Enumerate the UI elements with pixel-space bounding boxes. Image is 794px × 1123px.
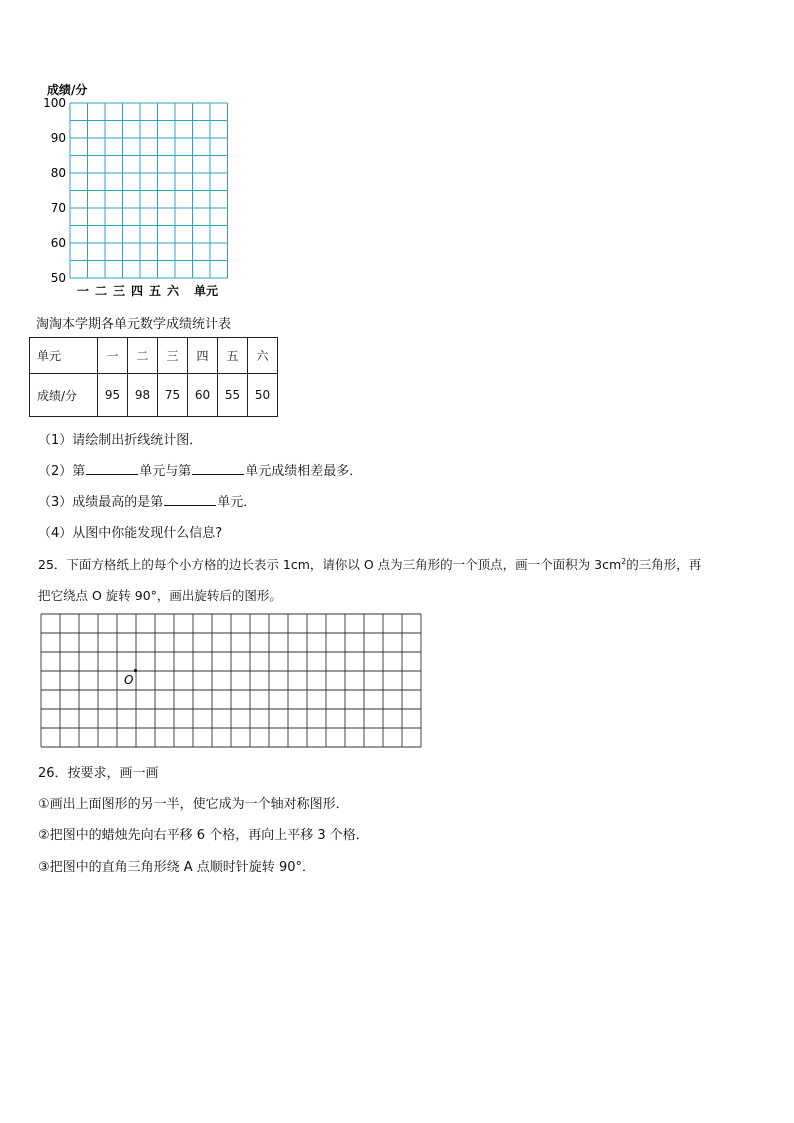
q25-text: 的三角形，再 <box>626 557 702 572</box>
superscript: 2 <box>621 556 627 566</box>
table-caption: 淘淘本学期各单元数学成绩统计表 <box>36 317 232 332</box>
chart-grid <box>70 103 228 278</box>
x-tick-labels <box>77 283 180 298</box>
x-tick-label: 五 <box>148 284 162 298</box>
table-row <box>30 338 278 374</box>
x-axis-label: 单元 <box>194 284 219 298</box>
q24-part3 <box>38 491 256 510</box>
q24-part3-text: （3）成绩最高的是第 <box>38 495 164 510</box>
line-chart <box>40 78 230 300</box>
q25-text-line2: 把它绕点 O 旋转 90°，画出旋转后的图形。 <box>38 588 282 603</box>
x-tick-label: 三 <box>112 284 126 298</box>
table-row <box>30 374 278 417</box>
unit-cell: 四 <box>188 338 218 374</box>
q24-part2-text: 单元成绩相差最多． <box>245 464 363 479</box>
y-tick-label: 90 <box>50 131 66 145</box>
y-tick-label: 50 <box>50 271 66 285</box>
grid-lines <box>41 614 421 747</box>
q25-text-line1 <box>38 555 701 573</box>
q26-item1: ①画出上面图形的另一半，使它成为一个轴对称图形． <box>38 797 349 812</box>
q24-part1: （1）请绘制出折线统计图． <box>38 433 203 448</box>
score-cell: 55 <box>218 374 248 417</box>
square-grid <box>40 613 422 749</box>
score-cell: 50 <box>248 374 278 417</box>
x-tick-label: 二 <box>94 284 108 298</box>
answer-blank[interactable] <box>192 462 244 475</box>
unit-cell: 二 <box>128 338 158 374</box>
point-o-label: O <box>124 673 134 687</box>
q24-part2-text: 单元与第 <box>139 464 192 479</box>
y-tick-label: 100 <box>43 96 66 110</box>
score-cell: 75 <box>158 374 188 417</box>
answer-blank[interactable] <box>86 462 138 475</box>
x-tick-label: 六 <box>166 284 180 298</box>
score-cell: 98 <box>128 374 158 417</box>
q24-part2 <box>38 460 362 479</box>
point-o-dot <box>134 669 137 672</box>
y-tick-label: 80 <box>50 166 66 180</box>
score-cell: 60 <box>188 374 218 417</box>
unit-cell: 六 <box>248 338 278 374</box>
q24-part4: （4）从图中你能发现什么信息? <box>38 526 223 541</box>
q25-text: 25．下面方格纸上的每个小方格的边长表示 1cm，请你以 O 点为三角形的一个顶点，画一个面积为 3cm <box>38 557 622 572</box>
row-header-score: 成绩/分 <box>30 374 98 417</box>
y-tick-label: 70 <box>50 201 66 215</box>
row-header-unit: 单元 <box>30 338 98 374</box>
q24-part2-text: （2）第 <box>38 464 86 479</box>
q24-part3-text: 单元． <box>217 495 257 510</box>
y-axis-label: 成绩/分 <box>47 83 88 97</box>
unit-cell: 五 <box>218 338 248 374</box>
unit-cell: 一 <box>98 338 128 374</box>
unit-cell: 三 <box>158 338 188 374</box>
y-tick-label: 60 <box>50 236 66 250</box>
score-table <box>29 337 278 417</box>
q26-item3: ③把图中的直角三角形绕 A 点顺时针旋转 90°． <box>38 860 315 875</box>
q26-item2: ②把图中的蜡烛先向右平移 6 个格，再向上平移 3 个格． <box>38 828 369 843</box>
y-tick-labels <box>43 96 66 285</box>
q26-title: 26．按要求，画一画 <box>38 766 159 781</box>
x-tick-label: 四 <box>130 284 144 298</box>
score-cell: 95 <box>98 374 128 417</box>
answer-blank[interactable] <box>164 493 216 506</box>
x-tick-label: 一 <box>76 284 90 298</box>
